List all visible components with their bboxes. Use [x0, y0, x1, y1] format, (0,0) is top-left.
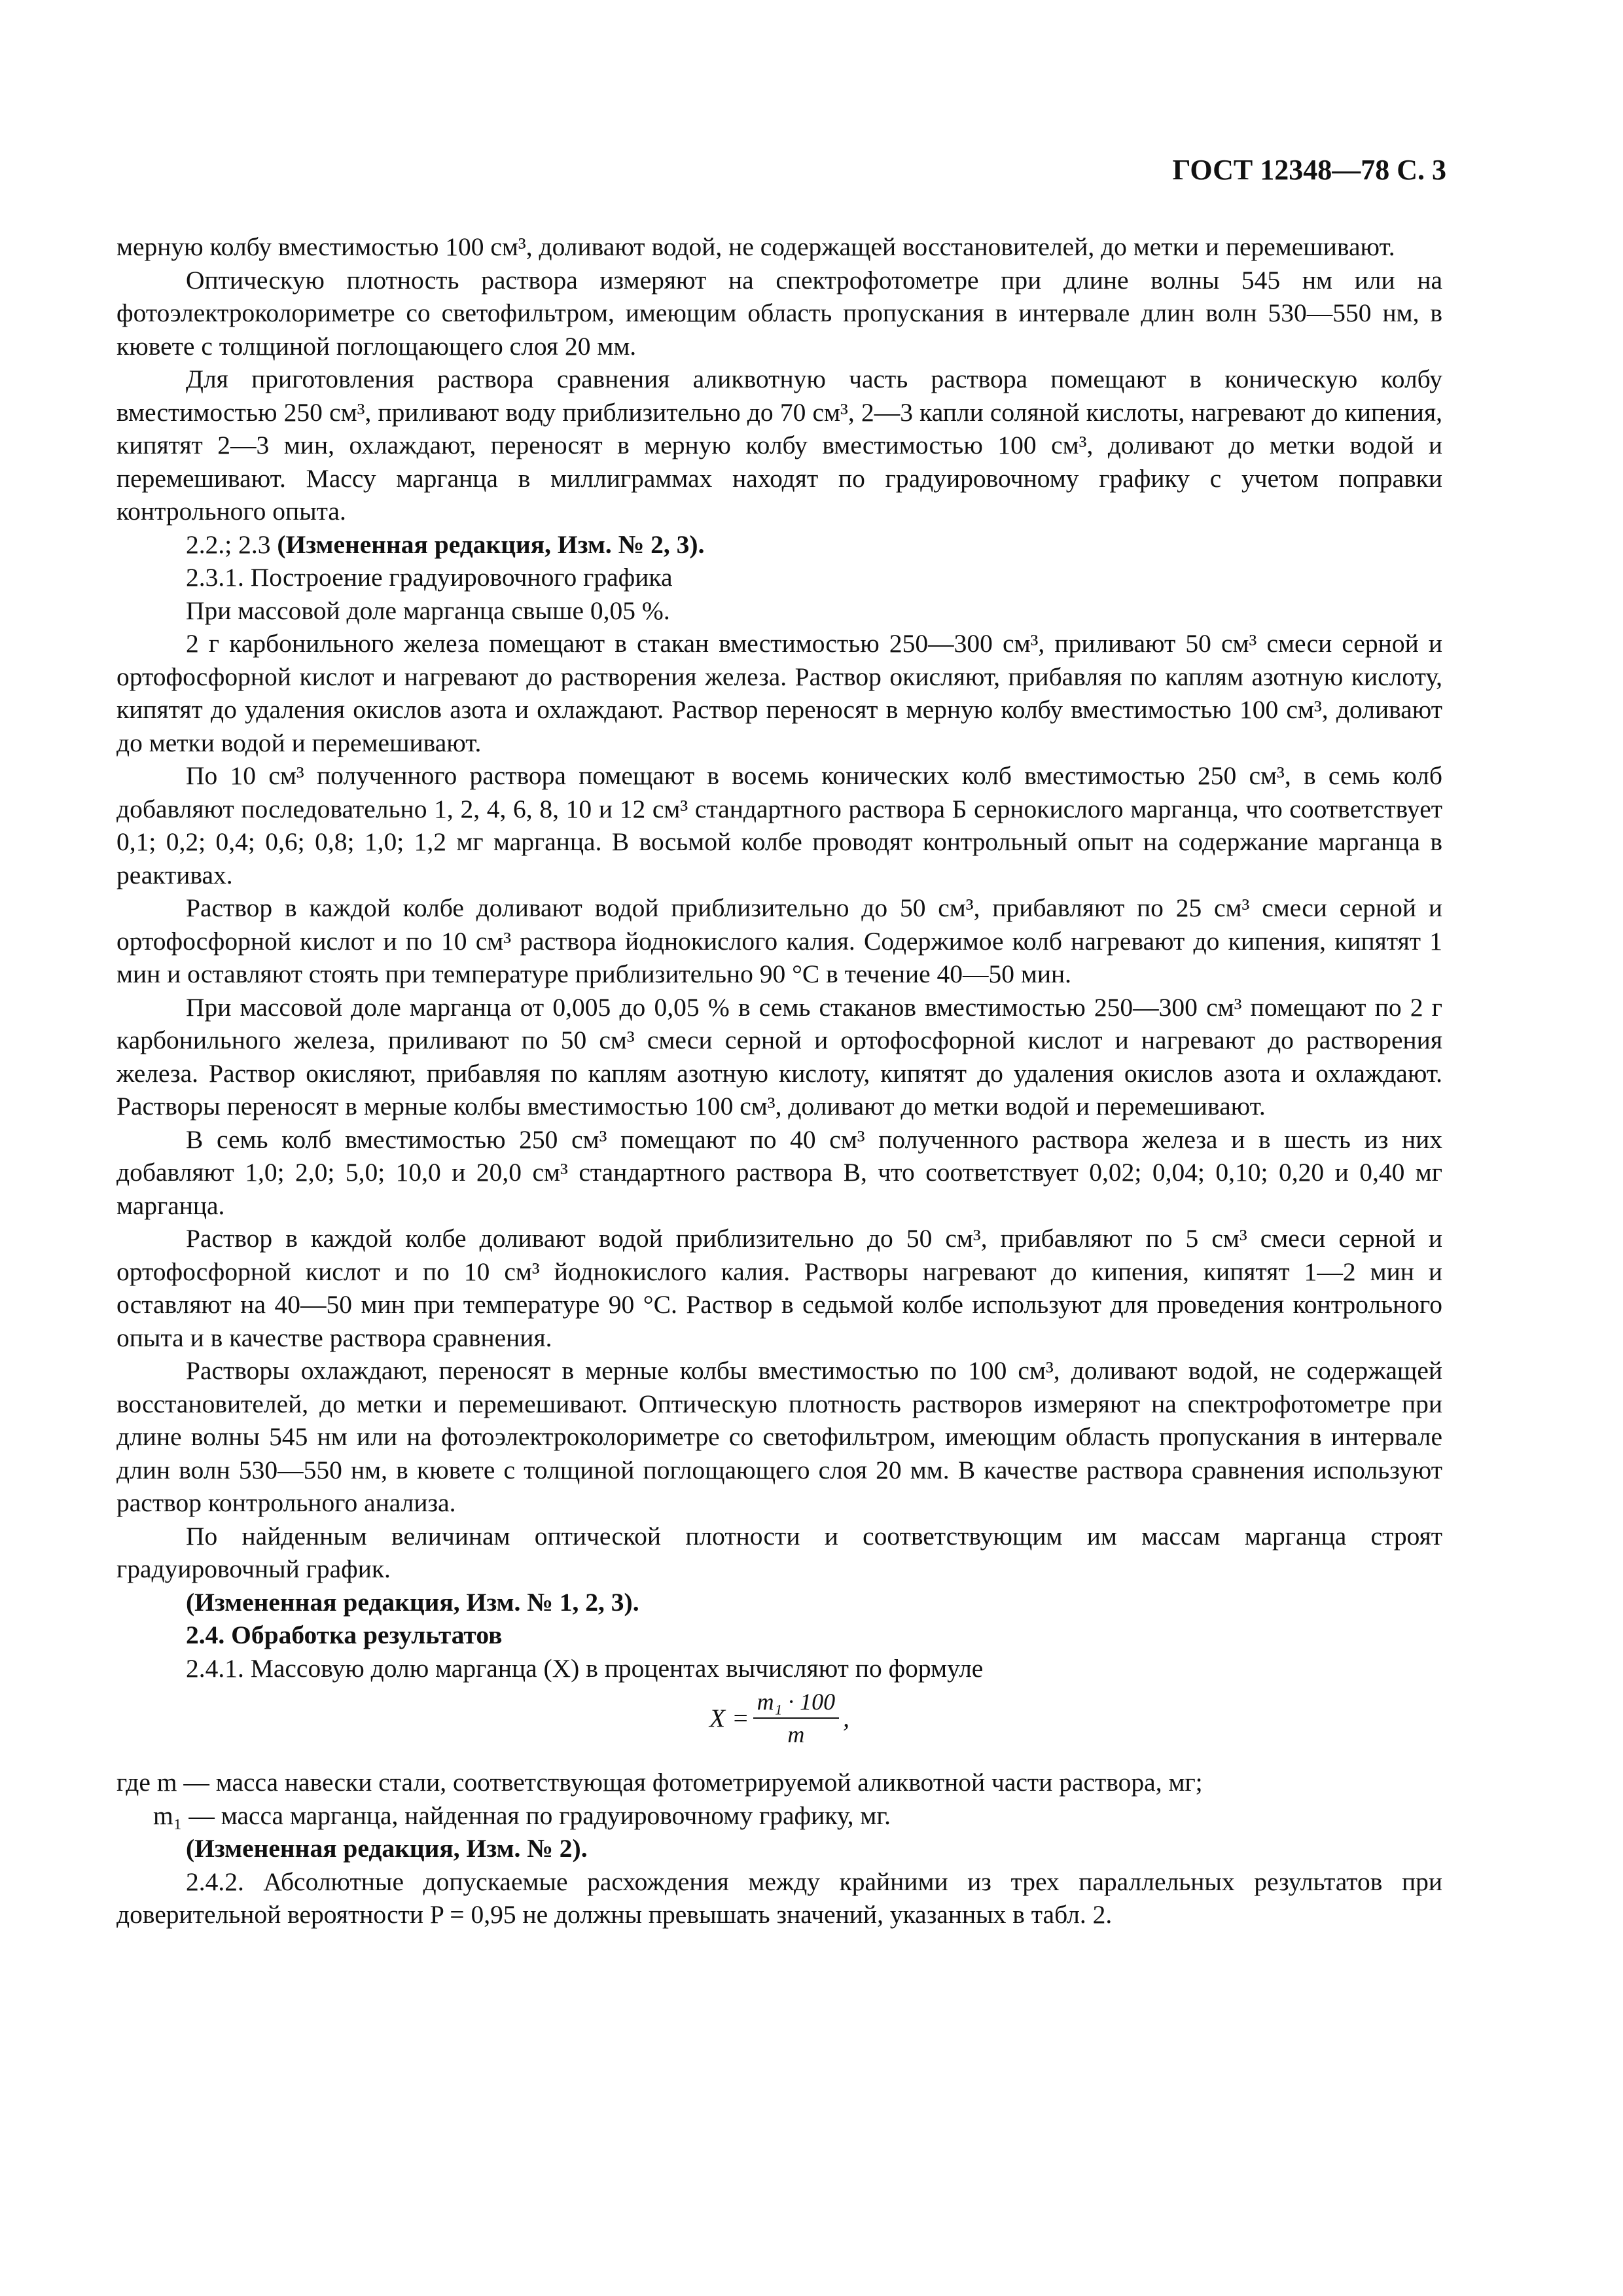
paragraph: При массовой доле марганца свыше 0,05 %. [186, 596, 670, 625]
section-ref: 2.2.; 2.3 [186, 529, 277, 559]
paragraph: При массовой доле марганца от 0,005 до 0,05 % в семь стаканов вместимостью 250—300 см³ помещают по 2 г карбонильного железа, приливают по 50 см³ смеси серной и ортофосфорной кислот и нагревают до растворения железа. Раствор окисляют, прибавляя по каплям азотную кислоту, кипятят до удаления окислов азота и охлаждают. Растворы переносят в мерные колбы вместимостью 100 см³, доливают до метки водой и перемешивают. [116, 992, 1442, 1121]
paragraph: Раствор в каждой колбе доливают водой приблизительно до 50 см³, прибавляют по 25 см³ смеси серной и ортофосфорной кислот и по 10 см³ раствора йоднокислого калия. Содержимое колб нагревают до кипения, кипятят 1 мин и оставляют стоять при температуре приблизительно 90 °С в течение 40—50 мин. [116, 893, 1442, 988]
paragraph: По найденным величинам оптической плотности и соответствующим им массам марганца строят градуировочный график. [116, 1521, 1442, 1583]
formula-fraction [753, 1687, 840, 1749]
paragraph: 2.4.1. Массовую долю марганца (X) в процентах вычисляют по формуле [186, 1653, 984, 1683]
paragraph: В семь колб вместимостью 250 см³ помещают по 40 см³ полученного раствора железа и в шесть из них добавляют 1,0; 2,0; 5,0; 10,0 и 20,0 см³ стандартного раствора В, что соответствует 0,02; 0,04; 0,10; 0,20 и 0,40 мг марганца. [116, 1124, 1442, 1220]
formula-trail: , [843, 1703, 850, 1732]
paragraph: мерную колбу вместимостью 100 см³, доливают водой, не содержащей восстановителей, до метки и перемешивают. [116, 232, 1395, 261]
paragraph: Раствор в каждой колбе доливают водой приблизительно до 50 см³, прибавляют по 5 см³ смеси серной и ортофосфорной кислот и по 10 см³ йоднокислого калия. Растворы нагревают до кипения, кипятят 1—2 мин и оставляют на 40—50 мин при температуре 90 °С. Раствор в седьмой колбе используют для проведения контрольного опыта и в качестве раствора сравнения. [116, 1224, 1442, 1352]
variable-definition: где m — масса навески стали, соответствующая фотометрируемой аликвотной части раствора, мг; [116, 1768, 1203, 1797]
section-heading: 2.4. Обработка результатов [186, 1621, 503, 1649]
amendment-note: (Измененная редакция, Изм. № 2). [186, 1834, 588, 1863]
formula-denominator: m [787, 1721, 805, 1748]
paragraph: Для приготовления раствора сравнения аликвотную часть раствора помещают в коническую колбу вместимостью 250 см³, приливают воду приблизительно до 70 см³, 2—3 капли соляной кислоты, нагревают до кипения, кипятят 2—3 мин, охлаждают, переносят в мерную колбу вместимостью 100 см³, доливают до метки водой и перемешивают. Массу марганца в миллиграммах находят по градуировочному графику с учетом поправки контрольного опыта. [116, 365, 1442, 526]
formula-lhs: X = [709, 1703, 749, 1732]
variable-definition: m₁ — масса марганца, найденная по градуировочному графику, мг. [153, 1801, 891, 1830]
subsection-heading: 2.3.1. Построение градуировочного графика [186, 563, 673, 592]
formula-numerator: m₁ · 100 [753, 1687, 840, 1719]
amendment-note: (Измененная редакция, Изм. № 2, 3). [277, 529, 705, 559]
paragraph: Растворы охлаждают, переносят в мерные колбы вместимостью по 100 см³, доливают водой, не содержащей восстановителей, до метки и перемешивают. Оптическую плотность растворов измеряют на спектрофотометре при длине волны 545 нм или на фотоэлектроколориметре со светофильтром, имеющим область пропускания в интервале длин волн 530—550 нм, в кювете с толщиной поглощающего слоя 20 мм. В качестве раствора сравнения используют раствор контрольного анализа. [116, 1356, 1442, 1517]
paragraph: По 10 см³ полученного раствора помещают в восемь конических колб вместимостью 250 см³, в семь колб добавляют последовательно 1, 2, 4, 6, 8, 10 и 12 см³ стандартного раствора Б сернокислого марганца, что соответствует 0,1; 0,2; 0,4; 0,6; 0,8; 1,0; 1,2 мг марганца. В восьмой колбе проводят контрольный опыт на содержание марганца в реактивах. [116, 761, 1442, 889]
paragraph: 2 г карбонильного железа помещают в стакан вместимостью 250—300 см³, приливают 50 см³ смеси серной и ортофосфорной кислот и нагревают до растворения железа. Раствор окисляют, прибавляя по каплям азотную кислоту, кипятят до удаления окислов азота и охлаждают. Раствор переносят в мерную колбу вместимостью 100 см³, доливают до метки водой и перемешивают. [116, 629, 1442, 757]
paragraph: Оптическую плотность раствора измеряют на спектрофотометре при длине волны 545 нм или на фотоэлектроколориметре со светофильтром, имеющим область пропускания в интервале длин волн 530—550 нм, в кювете с толщиной поглощающего слоя 20 мм. [116, 265, 1442, 361]
document-body [116, 230, 1442, 1931]
paragraph: 2.4.2. Абсолютные допускаемые расхождения между крайними из трех параллельных результатов при доверительной вероятности P = 0,95 не должны превышать значений, указанных в табл. 2. [116, 1867, 1442, 1929]
amendment-line [116, 528, 1442, 562]
amendment-note: (Измененная редакция, Изм. № 1, 2, 3). [186, 1587, 639, 1617]
page-header: ГОСТ 12348—78 С. 3 [1172, 154, 1446, 186]
formula [116, 1687, 1442, 1749]
